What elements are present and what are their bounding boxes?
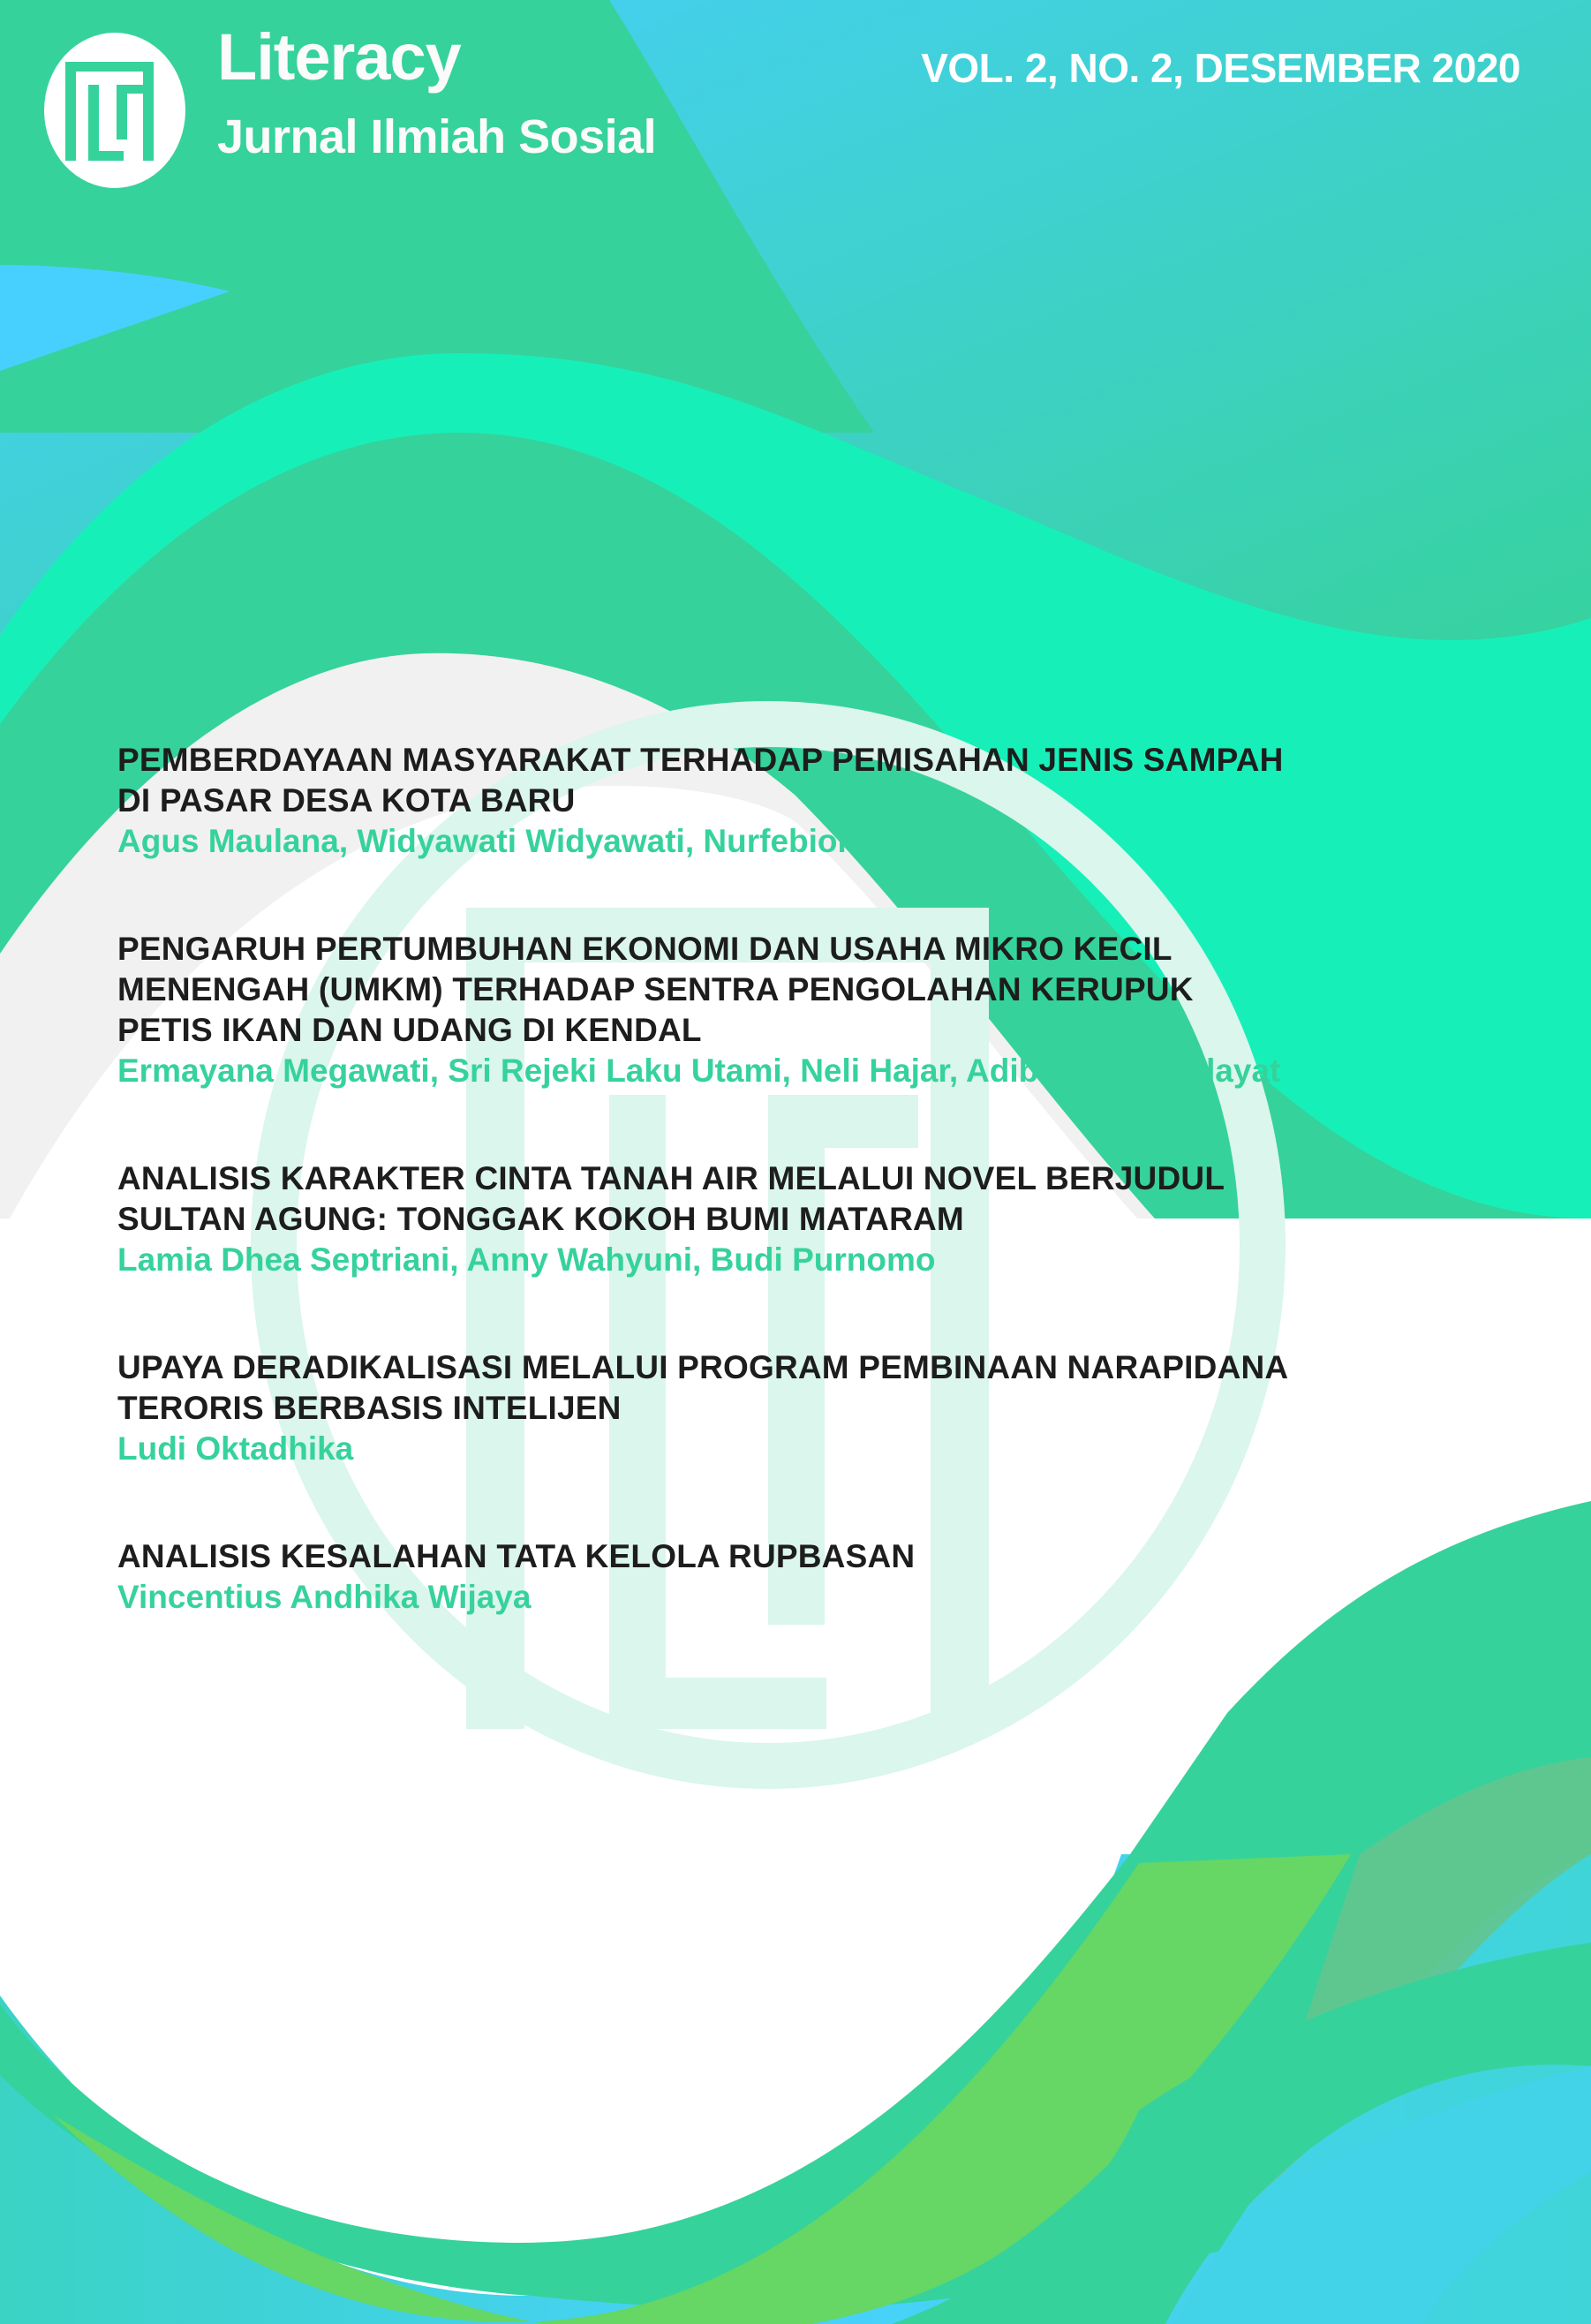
journal-title: Literacy: [217, 20, 461, 94]
article-title-line: PEMBERDAYAAN MASYARAKAT TERHADAP PEMISAHAN JENIS SAMPAH: [117, 742, 1284, 778]
article-entry: [117, 1536, 1495, 1618]
journal-subtitle: Jurnal Ilmiah Sosial: [217, 110, 657, 163]
article-title-line: DI PASAR DESA KOTA BARU: [117, 782, 576, 819]
article-title-line: PETIS IKAN DAN UDANG DI KENDAL: [117, 1012, 702, 1048]
article-title[interactable]: [117, 740, 1495, 821]
article-title-line: UPAYA DERADIKALISASI MELALUI PROGRAM PEMBINAAN NARAPIDANA: [117, 1349, 1289, 1385]
article-authors: Ermayana Megawati, Sri Rejeki Laku Utami, Neli Hajar, Adib Wahyu Hidayat: [117, 1053, 1281, 1089]
article-authors: Ludi Oktadhika: [117, 1430, 354, 1467]
article-title-line: MENENGAH (UMKM) TERHADAP SENTRA PENGOLAHAN KERUPUK: [117, 971, 1194, 1007]
article-title[interactable]: [117, 1158, 1495, 1240]
article-title[interactable]: [117, 1536, 1495, 1577]
article-entry: [117, 740, 1495, 862]
article-authors: Lamia Dhea Septriani, Anny Wahyuni, Budi Purnomo: [117, 1241, 936, 1278]
article-entry: [117, 1347, 1495, 1469]
article-title-line: TERORIS BERBASIS INTELIJEN: [117, 1390, 622, 1426]
article-authors: Agus Maulana, Widyawati Widyawati, Nurfebiola Nurfebiola: [117, 823, 1036, 859]
article-authors: Vincentius Andhika Wijaya: [117, 1579, 532, 1615]
article-title-line: ANALISIS KARAKTER CINTA TANAH AIR MELALUI NOVEL BERJUDUL: [117, 1160, 1225, 1196]
table-of-contents: [117, 740, 1495, 1685]
article-title-line: SULTAN AGUNG: TONGGAK KOKOH BUMI MATARAM: [117, 1201, 964, 1237]
article-title[interactable]: [117, 1347, 1495, 1429]
article-title-line: ANALISIS KESALAHAN TATA KELOLA RUPBASAN: [117, 1538, 916, 1574]
article-entry: [117, 1158, 1495, 1280]
article-entry: [117, 929, 1495, 1091]
literacy-logo-icon: [35, 26, 194, 194]
article-title[interactable]: [117, 929, 1495, 1051]
article-title-line: PENGARUH PERTUMBUHAN EKONOMI DAN USAHA MIKRO KECIL: [117, 931, 1173, 967]
issue-info: VOL. 2, NO. 2, DESEMBER 2020: [921, 45, 1520, 91]
